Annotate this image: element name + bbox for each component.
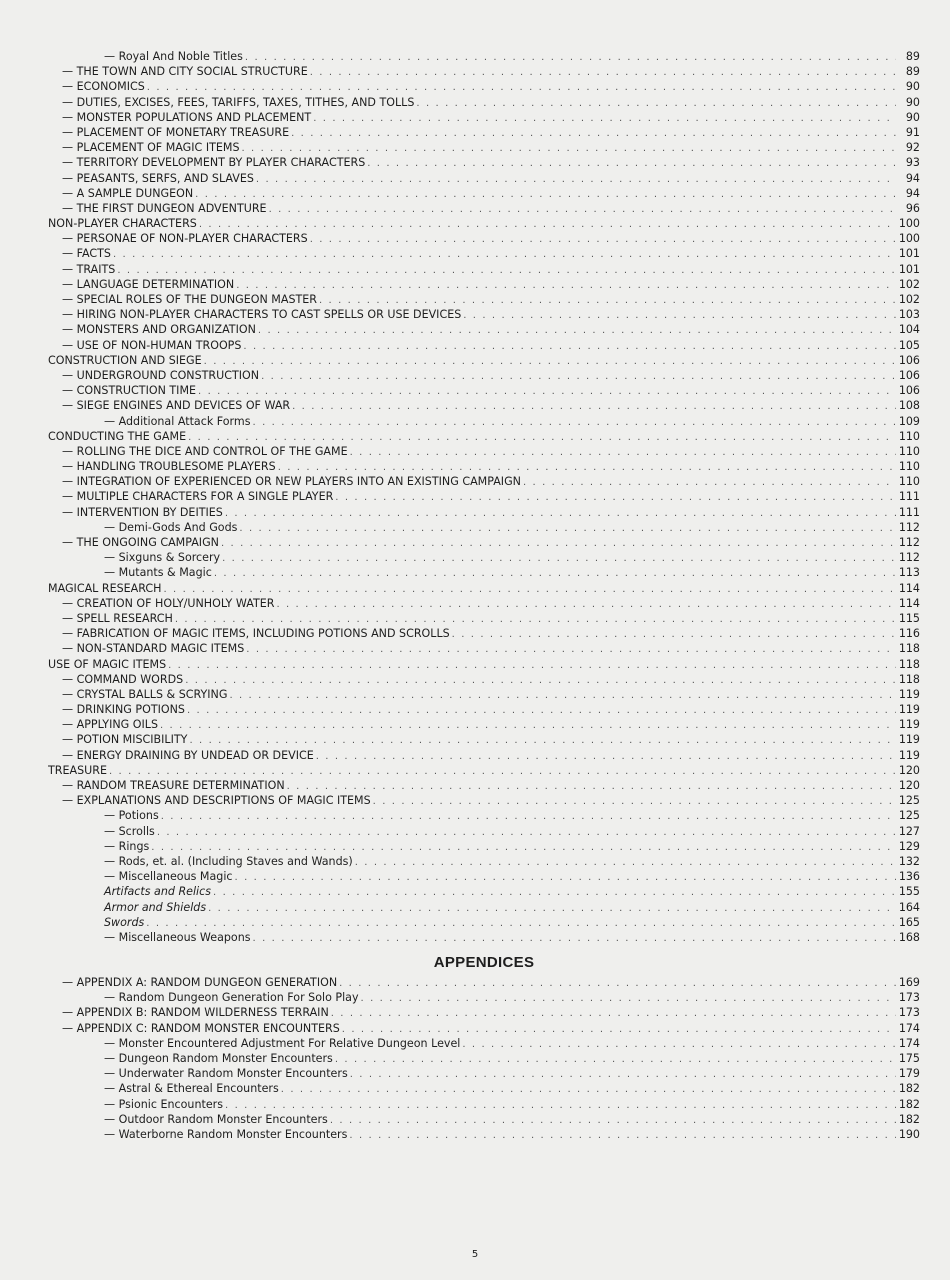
toc-entry-title: — POTION MISCIBILITY [62, 733, 188, 747]
toc-entry [48, 1051, 920, 1066]
toc-entry-page: 94 [905, 171, 920, 185]
toc-entry-page: 94 [905, 186, 920, 200]
toc-entry [48, 672, 920, 687]
toc-entry-page: 169 [898, 976, 920, 990]
toc-entry-page: 127 [898, 824, 920, 838]
toc-entry-page: 90 [905, 80, 920, 94]
toc-main-list [48, 49, 920, 945]
toc-entry-page: 110 [898, 475, 920, 489]
toc-entry-page: 106 [898, 368, 920, 382]
toc-entry-title: — APPENDIX B: RANDOM WILDERNESS TERRAIN [62, 1006, 329, 1020]
toc-entry-title: — ROLLING THE DICE AND CONTROL OF THE GAME [62, 444, 348, 458]
dot-leader [242, 141, 897, 155]
toc-entry-page: 155 [898, 885, 920, 899]
dot-leader [253, 931, 896, 945]
toc-entry-title: USE OF MAGIC ITEMS [48, 657, 167, 671]
dot-leader [350, 1067, 896, 1081]
toc-entry [48, 201, 920, 216]
dot-leader [163, 582, 896, 596]
toc-entry [48, 338, 920, 353]
dot-leader [214, 566, 896, 580]
toc-entry [48, 657, 920, 672]
toc-entry-title: — Dungeon Random Monster Encounters [104, 1052, 333, 1065]
toc-entry [48, 884, 920, 899]
dot-leader [213, 885, 896, 899]
dot-leader [310, 65, 896, 79]
toc-entry-page: 114 [898, 581, 920, 595]
toc-entry [48, 702, 920, 717]
toc-entry [48, 1005, 920, 1020]
toc-entry-title: — THE TOWN AND CITY SOCIAL STRUCTURE [62, 65, 308, 79]
toc-entry [48, 793, 920, 808]
dot-leader [253, 415, 896, 429]
toc-entry-title: — CONSTRUCTION TIME [62, 384, 197, 398]
toc-entry-title: — Sixguns & Sorcery [104, 551, 221, 565]
dot-leader [269, 202, 896, 216]
toc-entry-title: Artifacts and Relics [104, 885, 212, 899]
toc-entry-page: 120 [898, 763, 920, 777]
toc-entry [48, 717, 920, 732]
dot-leader [117, 263, 896, 277]
toc-entry-page: 90 [905, 95, 920, 109]
toc-entry [48, 1097, 920, 1112]
toc-entry-page: 91 [905, 125, 920, 139]
toc-entry [48, 1066, 920, 1081]
toc-entry-title: — UNDERGROUND CONSTRUCTION [62, 368, 260, 382]
toc-entry-title: — COMMAND WORDS [62, 672, 184, 686]
dot-leader [204, 354, 896, 368]
toc-entry-page: 182 [898, 1112, 920, 1126]
dot-leader [291, 126, 896, 140]
toc-entry-page: 120 [898, 779, 920, 792]
toc-entry [48, 535, 920, 550]
toc-entry-title: — Miscellaneous Weapons [104, 930, 251, 944]
toc-entry-page: 190 [898, 1127, 920, 1141]
toc-entry-title: — SPECIAL ROLES OF THE DUNGEON MASTER [62, 293, 317, 306]
dot-leader [113, 247, 896, 261]
toc-entry [48, 95, 920, 110]
dot-leader [258, 323, 896, 337]
toc-entry [48, 930, 920, 945]
toc-entry [48, 444, 920, 459]
dot-leader [225, 1098, 896, 1112]
toc-entry-page: 174 [898, 1036, 920, 1050]
toc-entry-page: 102 [898, 293, 920, 306]
toc-entry-page: 114 [898, 596, 920, 610]
toc-entry [48, 900, 920, 915]
toc-entry-title: — HIRING NON-PLAYER CHARACTERS TO CAST SPELLS OR USE DEVICES [62, 308, 462, 322]
dot-leader [160, 718, 896, 732]
toc-entry-title: — FACTS [62, 247, 111, 261]
toc-entry [48, 277, 920, 292]
toc-entry-page: 100 [898, 217, 920, 231]
toc-entry-page: 112 [898, 536, 920, 549]
toc-entry [48, 1036, 920, 1051]
dot-leader [221, 536, 896, 550]
toc-entry-title: — TRAITS [62, 262, 116, 276]
toc-entry-title: — NON-STANDARD MAGIC ITEMS [62, 642, 245, 656]
toc-entry [48, 732, 920, 747]
toc-entry-title: — Random Dungeon Generation For Solo Play [104, 991, 359, 1005]
toc-entry [48, 186, 920, 201]
dot-leader [316, 749, 896, 763]
dot-leader [416, 96, 896, 110]
dot-leader [243, 339, 896, 353]
toc-entry-title: — Demi-Gods And Gods [104, 520, 238, 534]
toc-entry-page: 116 [898, 627, 920, 641]
toc-entry [48, 307, 920, 322]
toc-entry [48, 262, 920, 277]
toc-entry-title: — THE ONGOING CAMPAIGN [62, 536, 219, 549]
dot-leader [175, 612, 896, 626]
toc-entry-title: — PEASANTS, SERFS, AND SLAVES [62, 171, 254, 185]
toc-entry-title: — EXPLANATIONS AND DESCRIPTIONS OF MAGIC ITEMS [62, 794, 371, 808]
page-number: 5 [471, 1249, 479, 1260]
dot-leader [319, 293, 896, 307]
toc-entry-page: 132 [898, 854, 920, 868]
toc-entry [48, 49, 920, 64]
toc-entry-title: — A SAMPLE DUNGEON [62, 186, 194, 200]
toc-entry [48, 1081, 920, 1096]
dot-leader [350, 445, 896, 459]
toc-entry-title: — HANDLING TROUBLESOME PLAYERS [62, 460, 276, 474]
toc-entry-page: 110 [898, 429, 920, 443]
toc-entry-page: 118 [898, 657, 920, 671]
dot-leader [261, 369, 896, 383]
toc-entry-title: — Potions [104, 809, 159, 823]
dot-leader [523, 475, 896, 489]
toc-entry [48, 322, 920, 337]
toc-entry-title: — RANDOM TREASURE DETERMINATION [62, 779, 285, 792]
toc-entry [48, 748, 920, 763]
toc-entry [48, 125, 920, 140]
dot-leader [330, 1113, 896, 1127]
toc-entry [48, 687, 920, 702]
toc-entry-title: — Rods, et. al. (Including Staves and Wands) [104, 854, 353, 868]
dot-leader [236, 278, 896, 292]
dot-leader [229, 688, 896, 702]
toc-entry-title: — Astral & Ethereal Encounters [104, 1082, 279, 1096]
toc-entry [48, 155, 920, 170]
toc-entry-page: 173 [898, 991, 920, 1005]
dot-leader [462, 1037, 896, 1051]
toc-entry-page: 164 [898, 900, 920, 914]
dot-leader [157, 825, 896, 839]
toc-entry [48, 626, 920, 641]
dot-leader [367, 156, 896, 170]
toc-entry [48, 383, 920, 398]
toc-entry [48, 581, 920, 596]
toc-entry-title: CONSTRUCTION AND SIEGE [48, 353, 202, 367]
toc-entry [48, 231, 920, 246]
toc-entry-page: 125 [898, 794, 920, 808]
toc-entry [48, 64, 920, 79]
toc-entry-title: — Additional Attack Forms [104, 414, 251, 428]
toc-entry [48, 550, 920, 565]
toc-entry [48, 641, 920, 656]
toc-entry-title: — SPELL RESEARCH [62, 611, 173, 625]
toc-entry-title: NON-PLAYER CHARACTERS [48, 217, 197, 231]
toc-entry-title: — INTERVENTION BY DEITIES [62, 505, 223, 519]
toc-entry [48, 505, 920, 520]
toc-entry-title: — Underwater Random Monster Encounters [104, 1067, 348, 1081]
table-of-contents [48, 49, 920, 1142]
toc-entry [48, 763, 920, 778]
dot-leader [161, 809, 896, 823]
toc-entry-page: 119 [898, 718, 920, 732]
toc-entry-page: 112 [898, 551, 920, 565]
toc-entry [48, 246, 920, 261]
toc-entry [48, 489, 920, 504]
toc-entry [48, 824, 920, 839]
toc-entry-title: — MONSTER POPULATIONS AND PLACEMENT [62, 110, 312, 124]
dot-leader [331, 1006, 896, 1020]
toc-entry-page: 125 [898, 809, 920, 823]
toc-entry-page: 100 [898, 232, 920, 246]
toc-entry-page: 110 [898, 444, 920, 458]
toc-entry-title: Armor and Shields [104, 900, 207, 914]
toc-entry-title: TREASURE [48, 763, 107, 777]
toc-entry-title: — USE OF NON-HUMAN TROOPS [62, 338, 242, 352]
toc-entry-title: MAGICAL RESEARCH [48, 581, 162, 595]
dot-leader [146, 916, 896, 930]
dot-leader [235, 870, 896, 884]
toc-entry-page: 89 [905, 50, 920, 63]
toc-entry-page: 101 [898, 247, 920, 261]
toc-entry [48, 216, 920, 231]
toc-entry [48, 398, 920, 413]
dot-leader [256, 172, 896, 186]
toc-entry [48, 459, 920, 474]
dot-leader [342, 1022, 896, 1036]
toc-entry [48, 990, 920, 1005]
toc-entry-title: — PLACEMENT OF MAGIC ITEMS [62, 141, 240, 155]
toc-entry-page: 182 [898, 1097, 920, 1111]
toc-entry-title: — CREATION OF HOLY/UNHOLY WATER [62, 596, 275, 610]
dot-leader [463, 308, 896, 322]
toc-entry-page: 119 [898, 687, 920, 701]
toc-entry-page: 93 [905, 156, 920, 170]
dot-leader [222, 551, 896, 565]
dot-leader [287, 779, 896, 793]
toc-entry [48, 808, 920, 823]
toc-entry-title: — INTEGRATION OF EXPERIENCED OR NEW PLAYERS INTO AN EXISTING CAMPAIGN [62, 475, 521, 489]
toc-entry-page: 90 [905, 110, 920, 124]
toc-entry-title: — THE FIRST DUNGEON ADVENTURE [62, 201, 267, 215]
toc-entry-title: — MULTIPLE CHARACTERS FOR A SINGLE PLAYER [62, 490, 334, 504]
toc-entry [48, 171, 920, 186]
toc-entry-title: Swords [104, 915, 145, 929]
toc-entry-page: 115 [898, 611, 920, 625]
toc-entry [48, 429, 920, 444]
toc-entry-page: 101 [898, 262, 920, 276]
dot-leader [335, 490, 896, 504]
toc-entry [48, 292, 920, 307]
dot-leader [199, 217, 896, 231]
toc-entry-page: 112 [898, 520, 920, 534]
dot-leader [310, 232, 896, 246]
toc-entry [48, 565, 920, 580]
toc-entry-page: 102 [898, 277, 920, 291]
toc-entry-page: 182 [898, 1082, 920, 1096]
toc-entry [48, 520, 920, 535]
toc-entry [48, 1112, 920, 1127]
toc-entry [48, 140, 920, 155]
toc-entry-title: — CRYSTAL BALLS & SCRYING [62, 687, 228, 701]
toc-entry-page: 96 [905, 201, 920, 215]
dot-leader [109, 764, 896, 778]
toc-entry-title: — ENERGY DRAINING BY UNDEAD OR DEVICE [62, 748, 314, 762]
dot-leader [208, 901, 896, 915]
toc-entry-page: 111 [898, 505, 920, 519]
toc-entry-title: — APPENDIX C: RANDOM MONSTER ENCOUNTERS [62, 1021, 340, 1035]
toc-entry-page: 103 [898, 308, 920, 322]
toc-entry [48, 869, 920, 884]
toc-entry [48, 596, 920, 611]
toc-entry-page: 111 [898, 490, 920, 504]
toc-entry-title: — SIEGE ENGINES AND DEVICES OF WAR [62, 399, 291, 413]
toc-entry-page: 92 [905, 141, 920, 155]
dot-leader [361, 991, 896, 1005]
toc-entry-page: 89 [905, 65, 920, 79]
toc-entry-title: — Scrolls [104, 824, 155, 838]
toc-entry-title: — Royal And Noble Titles [104, 50, 243, 63]
dot-leader [349, 1128, 896, 1142]
dot-leader [195, 187, 896, 201]
toc-entry-page: 179 [898, 1067, 920, 1081]
dot-leader [198, 384, 896, 398]
toc-entry-page: 173 [898, 1006, 920, 1020]
toc-entry-page: 165 [898, 915, 920, 929]
dot-leader [276, 597, 896, 611]
toc-entry [48, 1021, 920, 1036]
toc-entry [48, 474, 920, 489]
toc-entry-page: 106 [898, 353, 920, 367]
toc-entry-title: — ECONOMICS [62, 80, 145, 94]
dot-leader [245, 50, 896, 64]
toc-entry-page: 118 [898, 642, 920, 656]
toc-entry-page: 136 [898, 870, 920, 884]
dot-leader [292, 399, 896, 413]
toc-entry-page: 174 [898, 1021, 920, 1035]
toc-entry-title: — TERRITORY DEVELOPMENT BY PLAYER CHARACTERS [62, 156, 366, 170]
toc-entry [48, 110, 920, 125]
toc-entry-title: — Waterborne Random Monster Encounters [104, 1127, 348, 1141]
toc-entry [48, 975, 920, 990]
toc-entry-title: — FABRICATION OF MAGIC ITEMS, INCLUDING POTIONS AND SCROLLS [62, 627, 450, 641]
dot-leader [239, 521, 896, 535]
dot-leader [335, 1052, 896, 1066]
toc-entry-title: — MONSTERS AND ORGANIZATION [62, 323, 256, 337]
toc-entry-title: — Miscellaneous Magic [104, 870, 233, 884]
toc-entry-title: — PLACEMENT OF MONETARY TREASURE [62, 125, 290, 139]
toc-entry-title: CONDUCTING THE GAME [48, 429, 187, 443]
dot-leader [281, 1082, 896, 1096]
dot-leader [147, 80, 896, 94]
toc-entry-page: 105 [898, 338, 920, 352]
dot-leader [168, 658, 896, 672]
toc-entry-page: 113 [898, 566, 920, 580]
dot-leader [373, 794, 896, 808]
dot-leader [185, 673, 896, 687]
toc-entry-title: — LANGUAGE DETERMINATION [62, 277, 235, 291]
dot-leader [278, 460, 896, 474]
toc-entry-page: 129 [898, 839, 920, 853]
toc-entry-title: — PERSONAE OF NON-PLAYER CHARACTERS [62, 232, 308, 246]
toc-entry [48, 368, 920, 383]
toc-entry-page: 119 [898, 703, 920, 717]
toc-entry-title: — DUTIES, EXCISES, FEES, TARIFFS, TAXES, TITHES, AND TOLLS [62, 95, 415, 109]
dot-leader [339, 976, 896, 990]
toc-entry [48, 414, 920, 429]
toc-entry [48, 353, 920, 368]
toc-entry-page: 109 [898, 414, 920, 428]
toc-entry-page: 119 [898, 748, 920, 762]
toc-entry-title: — APPLYING OILS [62, 718, 158, 732]
dot-leader [187, 703, 896, 717]
dot-leader [225, 506, 896, 520]
toc-entry-title: — Mutants & Magic [104, 566, 212, 580]
toc-entry-page: 108 [898, 399, 920, 413]
toc-entry [48, 778, 920, 793]
toc-entry [48, 1127, 920, 1142]
toc-appendices-list [48, 975, 920, 1142]
appendices-heading: APPENDICES [433, 954, 535, 972]
toc-entry-page: 175 [898, 1052, 920, 1065]
dot-leader [246, 642, 896, 656]
toc-entry-title: — DRINKING POTIONS [62, 703, 185, 717]
toc-entry [48, 611, 920, 626]
dot-leader [355, 855, 896, 869]
toc-entry-title: — Outdoor Random Monster Encounters [104, 1112, 328, 1126]
toc-entry [48, 915, 920, 930]
dot-leader [313, 111, 896, 125]
toc-entry [48, 854, 920, 869]
toc-entry-page: 118 [898, 672, 920, 686]
toc-entry [48, 79, 920, 94]
toc-entry-page: 104 [898, 323, 920, 337]
dot-leader [188, 430, 896, 444]
toc-entry-page: 119 [898, 733, 920, 747]
dot-leader [452, 627, 896, 641]
toc-entry [48, 839, 920, 854]
toc-entry-title: — Rings [104, 839, 150, 853]
dot-leader [189, 733, 896, 747]
toc-entry-title: — Monster Encountered Adjustment For Relative Dungeon Level [104, 1036, 461, 1050]
toc-entry-title: — Psionic Encounters [104, 1097, 224, 1111]
toc-entry-page: 110 [898, 460, 920, 474]
dot-leader [151, 840, 896, 854]
toc-entry-page: 106 [898, 384, 920, 398]
toc-entry-title: — APPENDIX A: RANDOM DUNGEON GENERATION [62, 976, 338, 990]
toc-entry-page: 168 [898, 930, 920, 944]
